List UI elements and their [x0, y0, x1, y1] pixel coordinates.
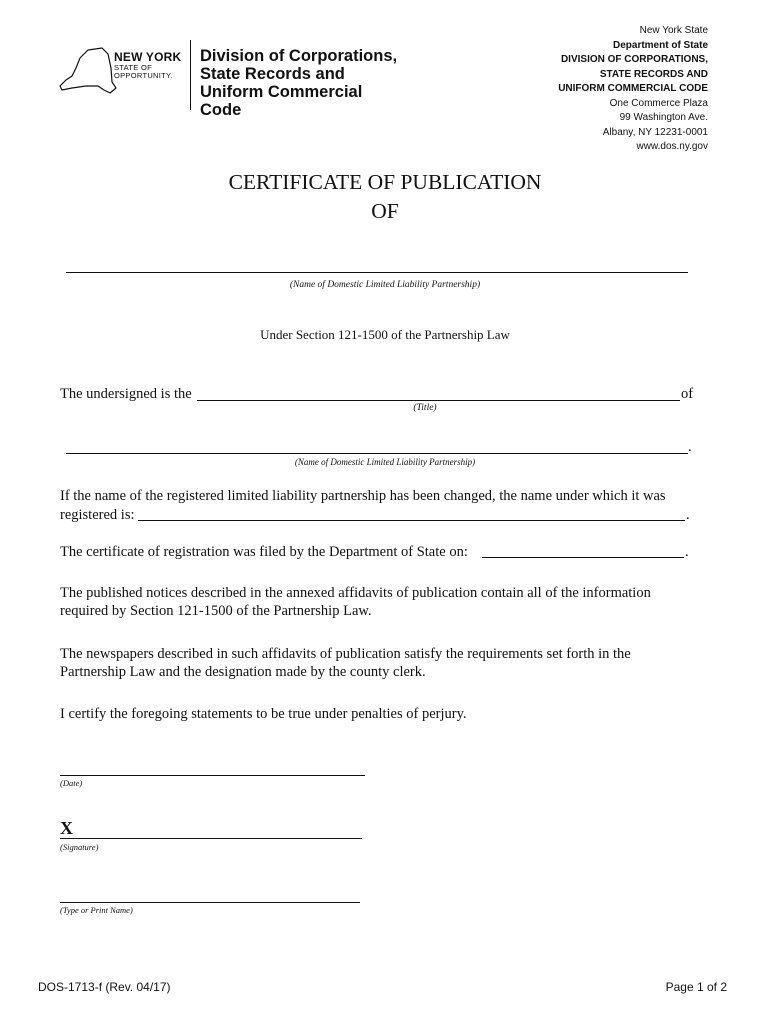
title-caption: (Title): [413, 403, 437, 413]
published-text-line1: The published notices described in the annexed affidavits of publication contain all of the information: [60, 585, 651, 601]
address-block: [558, 24, 708, 155]
signature-field[interactable]: [60, 838, 362, 839]
ny-wordmark: [114, 50, 181, 80]
llp-name-field[interactable]: [66, 272, 688, 273]
print-name-caption: (Type or Print Name): [60, 905, 133, 915]
filed-text: The certificate of registration was filed by the Department of State on:: [60, 544, 468, 560]
division-line1: Division of Corporations,: [200, 47, 398, 65]
address-website: www.dos.ny.gov: [636, 141, 708, 152]
undersigned-prefix: The undersigned is the: [60, 386, 192, 402]
division-line2: State Records and: [200, 65, 345, 83]
division-line3: Uniform Commercial Code: [200, 83, 363, 119]
address-line1: New York State: [639, 25, 708, 36]
address-line4: STATE RECORDS AND: [599, 68, 708, 80]
published-text-line2: required by Section 121-1500 of the Partnership Law.: [60, 603, 372, 619]
undersigned-suffix: of: [681, 386, 694, 402]
title-line1: CERTIFICATE OF PUBLICATION: [228, 170, 542, 194]
nys-logo: [58, 38, 408, 119]
llp-name-period: .: [688, 439, 692, 455]
ny-line2b: OPPORTUNITY.: [114, 71, 173, 80]
address-line8: Albany, NY 12231-0001: [602, 126, 708, 138]
address-line7: 99 Washington Ave.: [619, 112, 708, 123]
changed-name-text-line1: If the name of the registered limited liability partnership has been changed, the name under which it was: [60, 488, 666, 504]
certify-statement: I certify the foregoing statements to be true under penalties of perjury.: [60, 706, 467, 722]
page-number: Page 1 of 2: [665, 980, 727, 994]
address-line6: One Commerce Plaza: [609, 97, 708, 109]
changed-name-text-line2: registered is:: [60, 507, 135, 523]
signature-caption: (Signature): [60, 842, 99, 852]
changed-name-period: .: [686, 507, 690, 523]
new-york-state-outline-icon: [58, 46, 120, 104]
print-name-field[interactable]: [60, 902, 360, 903]
llp-name-field-2[interactable]: [66, 453, 688, 454]
signature-x-mark: X: [60, 818, 73, 838]
ny-line2a: STATE OF: [114, 63, 152, 72]
logo-divider: [190, 40, 191, 110]
ny-line1: NEW YORK: [114, 50, 182, 64]
newspapers-text-line2: Partnership Law and the designation made by the county clerk.: [60, 664, 426, 680]
filed-date-field[interactable]: [482, 557, 684, 558]
section-reference: Under Section 121-1500 of the Partnership Law: [260, 327, 510, 342]
llp-name-caption: (Name of Domestic Limited Liability Partnership): [289, 280, 481, 290]
address-line2: Department of State: [612, 39, 708, 51]
date-field[interactable]: [60, 775, 365, 776]
filed-period: .: [685, 544, 689, 560]
llp-name-caption-2: (Name of Domestic Limited Liability Partnership): [294, 457, 476, 467]
document-title: [0, 168, 770, 226]
title-field[interactable]: [197, 400, 680, 401]
title-line2: OF: [371, 199, 399, 223]
newspapers-text-line1: The newspapers described in such affidavits of publication satisfy the requirements set forth in the: [60, 646, 631, 662]
division-name: [200, 47, 408, 119]
date-caption: (Date): [60, 778, 83, 788]
form-number: DOS-1713-f (Rev. 04/17): [38, 980, 171, 994]
address-line5: UNIFORM COMMERCIAL CODE: [558, 83, 708, 94]
registered-name-field[interactable]: [138, 520, 685, 521]
address-line3: DIVISION OF CORPORATIONS,: [560, 54, 708, 65]
